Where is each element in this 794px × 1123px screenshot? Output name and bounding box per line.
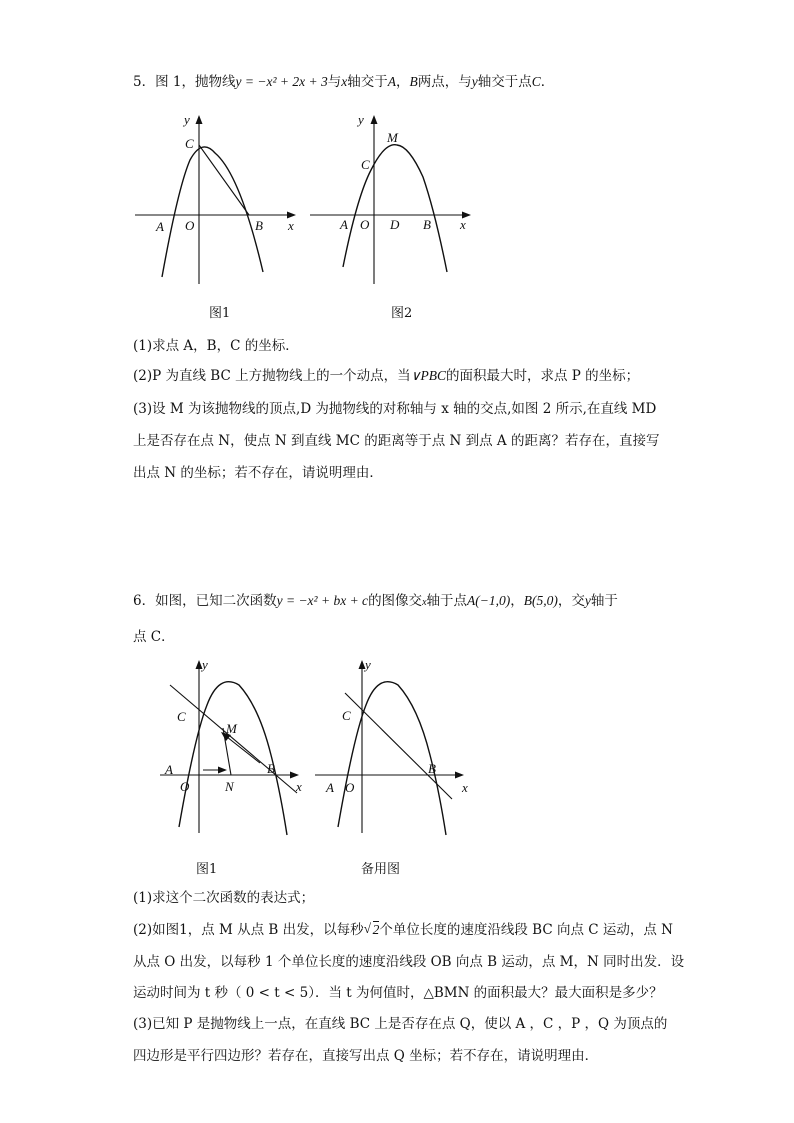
label-x: x [460,217,466,232]
label-o: O [360,217,370,232]
label-d: D [390,217,400,232]
label-o: O [345,780,355,795]
parabola [179,682,287,835]
q5-fig2-caption: 图2 [391,306,413,321]
label-b: B [255,218,263,233]
label-x: x [288,218,294,233]
q5-part-3-line-2: 上是否存在点 N，使点 N 到直线 MC 的距离等于点 N 到点 A 的距离？若存在，直接写 [133,433,660,449]
label-o: O [180,779,190,794]
q5-equation: y = −x² + 2x + 3 [235,74,328,89]
q6-part-2-line-3: 运动时间为 t 秒（ 0 < t < 5）．当 t 为何值时，△BMN 的面积最大？最大面积是多少？ [133,985,663,1001]
label-a: A [156,219,164,234]
label-a: A [340,217,348,232]
label-y: y [184,112,190,127]
q5-part-3-line-3: 出点 N 的坐标；若不存在，请说明理由． [133,465,383,481]
label-a: A [326,780,334,795]
label-c: C [185,136,194,151]
label-b: B [428,761,436,776]
label-y: y [365,657,371,672]
arrow-m [227,737,260,763]
q6-part-1: (1)求这个二次函数的表达式； [133,890,315,906]
label-c: C [361,157,370,172]
q6-stem-line-2: 点 C． [133,629,175,645]
q5-fig1-caption: 图1 [209,306,231,321]
y-axis-arrow [196,115,203,124]
arrow-n-head [218,767,227,774]
segment-bc [199,145,249,215]
q6-figure-2 [310,655,480,840]
x-axis-arrow [290,772,299,779]
q6-stem-line-1: 6．如图，已知二次函数y = −x² + bx + c的图像交x轴于点A(−1,0)，B(5,0)，交y轴于 [133,593,618,609]
q6-figure-1 [155,655,315,840]
q6-part-3-line-2: 四边形是平行四边形？若存在，直接写出点 Q 坐标；若不存在，请说明理由． [133,1048,599,1064]
label-b: B [423,217,431,232]
q5-part-2: (2)P 为直线 BC 上方抛物线上的一个动点，当∨PBC的面积最大时，求点 P 的坐标； [133,368,640,384]
label-x: x [296,779,302,794]
q5-part-1: (1)求点 A，B，C 的坐标． [133,338,299,354]
label-m: M [387,130,398,145]
q6-fig1-caption: 图1 [196,862,218,877]
label-b: B [267,761,275,776]
parabola [343,145,447,272]
q5-figure-2 [305,112,485,292]
label-o: O [185,218,195,233]
q6-fig2-caption: 备用图 [361,862,401,877]
label-c: C [177,709,186,724]
x-axis-arrow [455,772,464,779]
q6-part-3-line-1: (3)已知 P 是抛物线上一点，在直线 BC 上是否存在点 Q，使以 A ，C ，P ，Q 为顶点的 [133,1016,668,1032]
q5-stem: 5．图 1，抛物线y = −x² + 2x + 3与x轴交于A，B两点，与y轴交于点C． [133,74,555,90]
label-m: M [226,721,237,736]
label-x: x [462,780,468,795]
parabola [162,147,263,277]
q6-part-2-line-2: 从点 O 出发，以每秒 1 个单位长度的速度沿线段 OB 向点 B 运动，点 M，N 同时出发．设 [133,954,685,970]
label-y: y [202,657,208,672]
q5-figure-1 [130,112,310,292]
label-c: C [342,708,351,723]
label-y: y [358,112,364,127]
label-a: A [165,762,173,777]
parabola [338,682,446,835]
y-axis-arrow [371,115,378,124]
q5-part-3-line-1: (3)设 M 为该抛物线的顶点,D 为抛物线的对称轴与 x 轴的交点,如图 2 所示,在直线 MD [133,401,657,417]
sqrt-2: √ 2 [364,920,380,940]
q6-equation: y = −x² + bx + c [276,593,369,608]
q6-part-2-line-1: (2)如图1，点 M 从点 B 出发，以每秒√ 2个单位长度的速度沿线段 BC 向点 C 运动，点 N [133,920,673,940]
line-bc [345,693,452,799]
label-n: N [225,779,234,794]
